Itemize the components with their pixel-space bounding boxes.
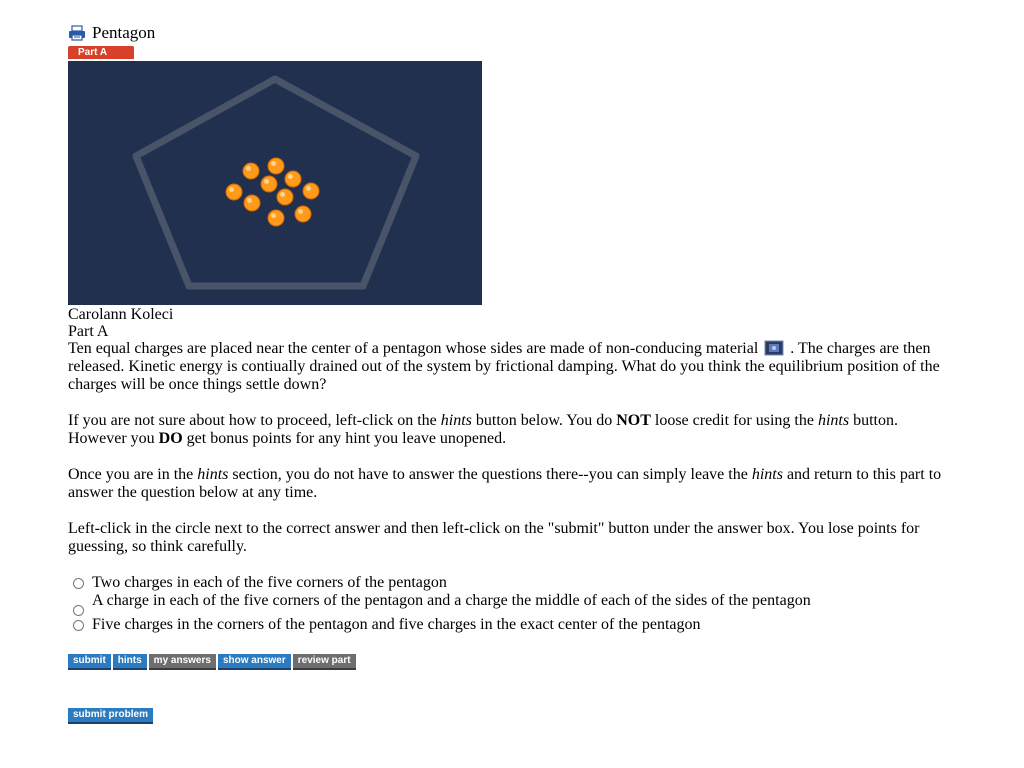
charge-highlight bbox=[264, 179, 269, 184]
problem-statement: Ten equal charges are placed near the center of a pentagon whose sides are made of non-conducing material . The charges are then released. Kinetic energy is contiually drained out of the system by frictional damping. What do you think the equilibrium position of the charges will be once things settle down? bbox=[68, 340, 940, 393]
part-label: Part A bbox=[68, 323, 109, 340]
problem-container bbox=[68, 24, 948, 724]
charge-highlight bbox=[306, 186, 311, 191]
action-buttons bbox=[68, 654, 948, 670]
my-answers-button[interactable]: my answers bbox=[149, 654, 216, 670]
hints-section-note: Once you are in the hints section, you do not have to answer the questions there--you can simply leave the hints and return to this part to answer the question below at any time. bbox=[68, 466, 942, 501]
charge-particle bbox=[285, 171, 301, 187]
charge-highlight bbox=[288, 174, 293, 179]
author-name: Carolann Koleci bbox=[68, 306, 174, 323]
hints-instructions: If you are not sure about how to proceed, left-click on the hints button below. You do NOT loose credit for using the hints button. However you DO get bonus points for any hint you leave unopened. bbox=[68, 412, 898, 447]
answer-option[interactable] bbox=[68, 592, 948, 616]
charge-particle bbox=[268, 210, 284, 226]
answer-instructions: Left-click in the circle next to the correct answer and then left-click on the "submit" button under the answer box. You lose points for guessing, so think carefully. bbox=[68, 520, 920, 555]
charge-highlight bbox=[271, 161, 276, 166]
charge-particle bbox=[303, 183, 319, 199]
charge-particle bbox=[244, 195, 260, 211]
hints-button[interactable]: hints bbox=[113, 654, 147, 670]
charge-highlight bbox=[247, 198, 252, 203]
answer-option-label: Five charges in the corners of the pentagon and five charges in the exact center of the pentagon bbox=[92, 616, 701, 633]
charge-highlight bbox=[229, 187, 234, 192]
charge-particle bbox=[277, 189, 293, 205]
problem-title: Pentagon bbox=[92, 23, 156, 42]
submit-problem-button[interactable]: submit problem bbox=[68, 708, 153, 724]
answer-options bbox=[68, 574, 948, 634]
answer-option[interactable] bbox=[68, 616, 948, 634]
radio-button[interactable] bbox=[73, 578, 84, 589]
charge-particle bbox=[268, 158, 284, 174]
simulation-thumbnail-icon[interactable] bbox=[764, 340, 784, 356]
charge-particle bbox=[243, 163, 259, 179]
charge-highlight bbox=[280, 192, 285, 197]
charge-particle bbox=[295, 206, 311, 222]
problem-header bbox=[68, 24, 948, 42]
review-part-button[interactable]: review part bbox=[293, 654, 356, 670]
part-a-tab[interactable]: Part A bbox=[68, 46, 134, 59]
show-answer-button[interactable]: show answer bbox=[218, 654, 291, 670]
printer-icon[interactable] bbox=[68, 25, 86, 41]
charge-highlight bbox=[298, 209, 303, 214]
answer-option[interactable] bbox=[68, 574, 948, 592]
charge-highlight bbox=[271, 213, 276, 218]
charge-highlight bbox=[246, 166, 251, 171]
answer-option-label: A charge in each of the five corners of the pentagon and a charge the middle of each of the sides of the pentagon bbox=[92, 592, 811, 609]
charge-particle bbox=[226, 184, 242, 200]
answer-option-label: Two charges in each of the five corners of the pentagon bbox=[92, 574, 447, 591]
radio-button[interactable] bbox=[73, 620, 84, 631]
submit-button[interactable]: submit bbox=[68, 654, 111, 670]
pentagon-simulation[interactable] bbox=[68, 61, 482, 305]
charge-particle bbox=[261, 176, 277, 192]
radio-button[interactable] bbox=[73, 605, 84, 616]
